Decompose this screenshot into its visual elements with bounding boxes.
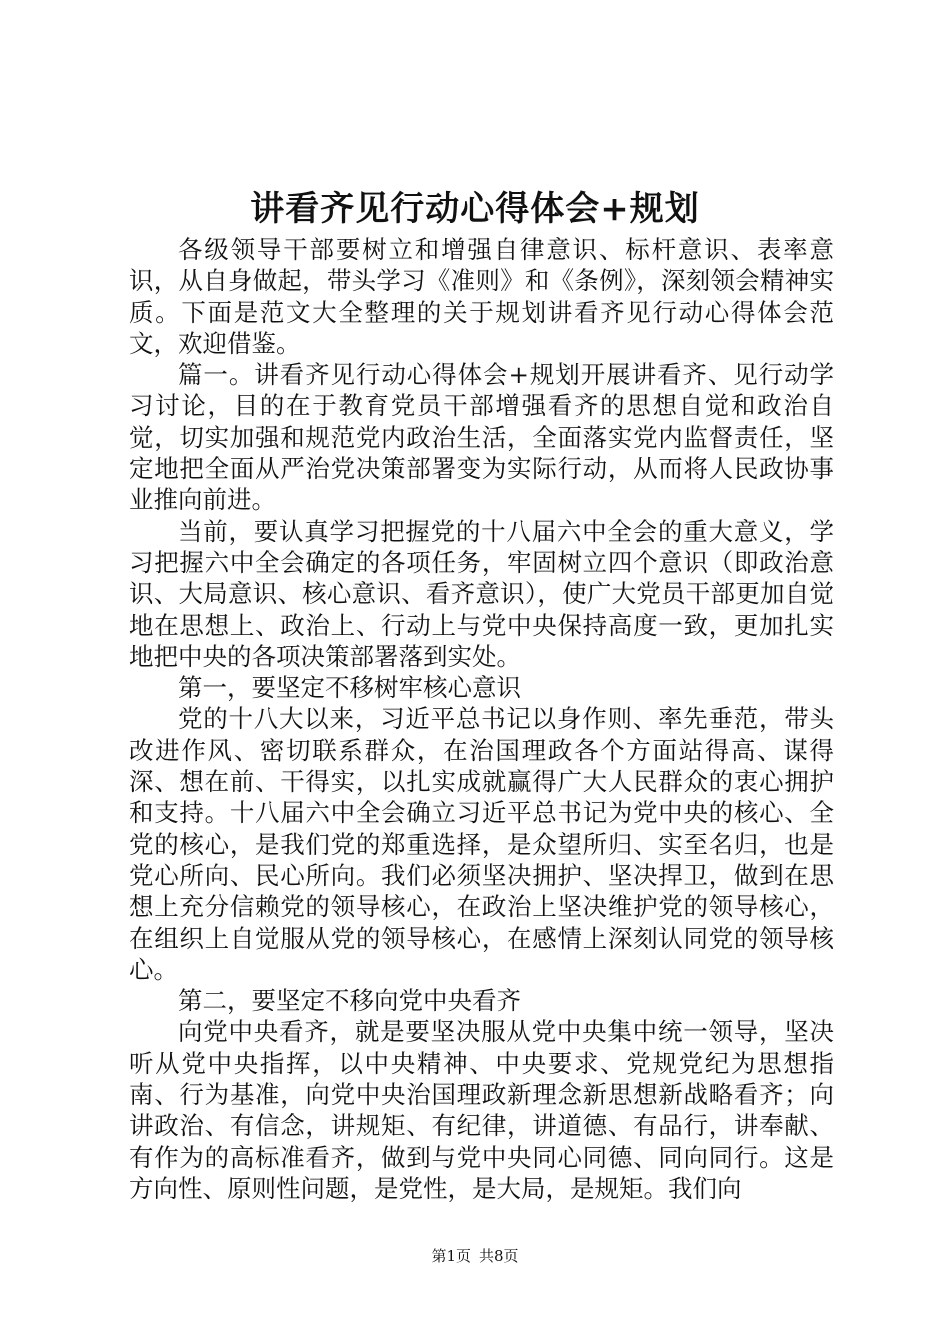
document-title: 讲看齐见行动心得体会+规划	[250, 189, 700, 229]
paragraph-part-one: 篇一。讲看齐见行动心得体会+规划开展讲看齐、见行动学习讨论，目的在于教育党员干部增强看齐的思想自觉和政治自觉，切实加强和规范党内政治生活，全面落实党内监督责任，坚定地把全面从严治党决策部署变为实际行动，从而将人民政协事业推向前进。	[129, 360, 834, 515]
page-total: 共8页	[479, 1247, 519, 1265]
section-heading-second: 第二，要坚定不移向党中央看齐	[178, 986, 521, 1016]
paragraph-second: 向党中央看齐，就是要坚决服从党中央集中统一领导，坚决听从党中央指挥，以中央精神、中央要求、党规党纪为思想指南、行为基准，向党中央治国理政新理念新思想新战略看齐；向讲政治、有信念，讲规矩、有纪律，讲道德、有品行，讲奉献、有作为的高标准看齐，做到与党中央同心同德、同向同行。这是方向性、原则性问题，是党性，是大局，是规矩。我们向	[129, 1017, 834, 1203]
paragraph-current: 当前，要认真学习把握党的十八届六中全会的重大意义，学习把握六中全会确定的各项任务，牢固树立四个意识（即政治意识、大局意识、核心意识、看齐意识），使广大党员干部更加自觉地在思想上、政治上、行动上与党中央保持高度一致，更加扎实地把中央的各项决策部署落到实处。	[129, 516, 834, 671]
paragraph-first: 党的十八大以来，习近平总书记以身作则、率先垂范，带头改进作风、密切联系群众，在治国理政各个方面站得高、谋得深、想在前、干得实，以扎实成就赢得广大人民群众的衷心拥护和支持。十八届六中全会确立习近平总书记为党中央的核心、全党的核心，是我们党的郑重选择，是众望所归、实至名归，也是党心所向、民心所向。我们必须坚决拥护、坚决捍卫，做到在思想上充分信赖党的领导核心，在政治上坚决维护党的领导核心，在组织上自觉服从党的领导核心，在感情上深刻认同党的领导核心。	[129, 704, 834, 984]
page-footer	[0, 1246, 950, 1266]
document-body	[129, 234, 834, 1204]
paragraph-intro: 各级领导干部要树立和增强自律意识、标杆意识、表率意识，从自身做起，带头学习《准则》和《条例》，深刻领会精神实质。下面是范文大全整理的关于规划讲看齐见行动心得体会范文，欢迎借鉴。	[129, 235, 834, 358]
section-heading-first: 第一，要坚定不移树牢核心意识	[178, 673, 521, 703]
page-number: 第1页	[431, 1247, 471, 1265]
